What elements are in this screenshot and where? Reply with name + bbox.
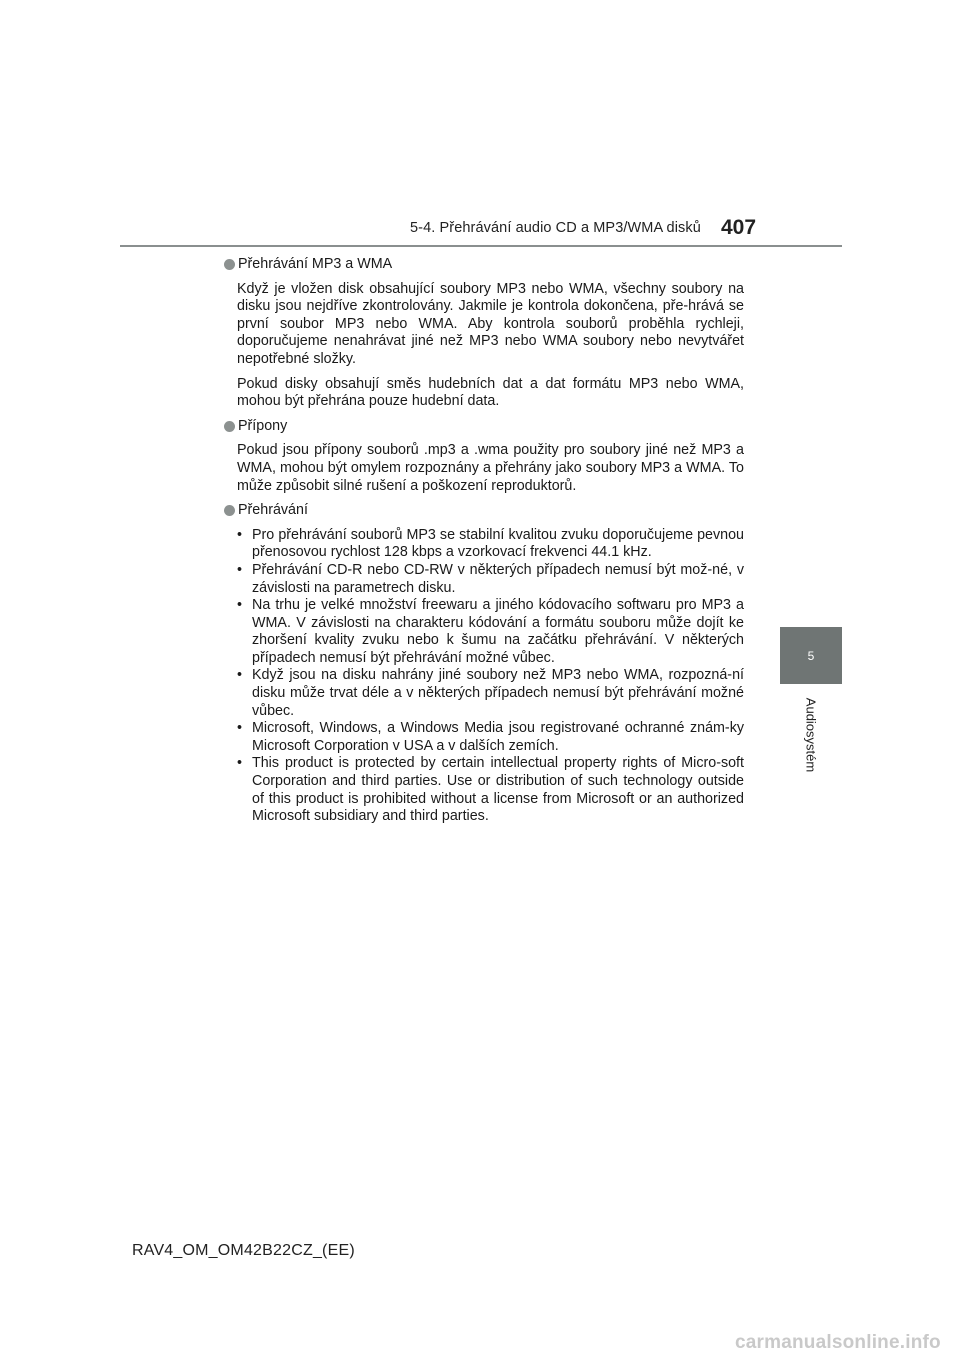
list-bullet: • xyxy=(237,561,243,578)
list-bullet: • xyxy=(237,720,243,737)
paragraph: Pokud disky obsahují směs hudebních dat a dat formátu MP3 nebo WMA, mohou být přehrána pouze hudební data. xyxy=(237,375,744,410)
list-bullet: • xyxy=(237,667,243,684)
list-bullet: • xyxy=(237,526,243,543)
manual-code: RAV4_OM_OM42B22CZ_(EE) xyxy=(132,1242,355,1259)
section-heading-row xyxy=(224,502,744,520)
list-item xyxy=(237,562,744,597)
list-item xyxy=(237,667,744,720)
section-mp3-wma xyxy=(224,256,744,411)
chapter-number: 5 xyxy=(807,648,815,663)
section-heading: Přehrávání xyxy=(238,502,308,519)
list-item-text: Na trhu je velké množství freewaru a jiného kódovacího softwaru pro MP3 a WMA. V závislosti na charakteru kódování a formátu souboru může dojít ke zhoršení kvality zvuku nebo k šumu na začátku přehrávání. V některých případech nemusí být přehrávání možné vůbec. xyxy=(252,597,744,666)
list-item xyxy=(237,527,744,562)
header-section-title: 5-4. Přehrávání audio CD a MP3/WMA disků xyxy=(410,220,701,236)
list-item-text: Microsoft, Windows, a Windows Media jsou registrované ochranné znám-ky Microsoft Corporation v USA a v dalších zemích. xyxy=(252,720,744,754)
circle-bullet-icon xyxy=(224,421,235,432)
list-item xyxy=(237,597,744,667)
header-divider xyxy=(120,245,842,247)
list-item-text: Přehrávání CD-R nebo CD-RW v některých případech nemusí být mož-né, v závislosti na parametrech disku. xyxy=(252,561,744,596)
paragraph: Pokud jsou přípony souborů .mp3 a .wma použity pro soubory jiné než MP3 a WMA, mohou být omylem rozpoznány a přehrány jako soubory MP3 a WMA. To může způsobit silné rušení a poškození reproduktorů. xyxy=(237,442,744,494)
list-bullet: • xyxy=(237,755,243,772)
playback-list xyxy=(237,527,744,826)
section-heading-row xyxy=(224,256,744,274)
list-item-text: Pro přehrávání souborů MP3 se stabilní kvalitou zvuku doporučujeme pevnou přenosovou rychlost 128 kbps a vzorkovací frekvenci 44.1 kHz. xyxy=(252,526,744,561)
list-item xyxy=(237,720,744,755)
list-item xyxy=(237,755,744,825)
section-heading: Přehrávání MP3 a WMA xyxy=(238,256,393,272)
page-content xyxy=(224,256,744,831)
circle-bullet-icon xyxy=(224,259,235,270)
section-heading: Přípony xyxy=(238,417,288,434)
list-item-text: This product is protected by certain intellectual property rights of Micro-soft Corporation and third parties. Use or distribution of such technology outside of this product is prohibited without a license from Microsoft or an authorized Microsoft subsidiary and third parties. xyxy=(252,755,744,825)
circle-bullet-icon xyxy=(224,505,235,516)
page-number: 407 xyxy=(721,216,757,239)
paragraph: Když je vložen disk obsahující soubory MP3 nebo WMA, všechny soubory na disku jsou nejdříve zkontrolovány. Jakmile je kontrola dokončena, pře-hrává se první soubor MP3 nebo WMA. Aby kontrola souborů proběhla rychleji, doporučujeme nenahrávat jiné než MP3 nebo WMA soubory nebo nevytvářet nepotřebné složky. xyxy=(237,280,744,367)
section-extensions xyxy=(224,418,744,495)
watermark: carmanualsonline.info xyxy=(735,1332,941,1353)
list-item-text: Když jsou na disku nahrány jiné soubory než MP3 nebo WMA, rozpozná-ní disku může trvat déle a v některých případech nemusí být přehrávání možné vůbec. xyxy=(252,667,744,719)
section-playback xyxy=(224,502,744,826)
list-bullet: • xyxy=(237,597,243,614)
chapter-tab[interactable] xyxy=(780,627,842,684)
chapter-label: Audiosystém xyxy=(803,697,819,773)
section-heading-row xyxy=(224,418,744,436)
